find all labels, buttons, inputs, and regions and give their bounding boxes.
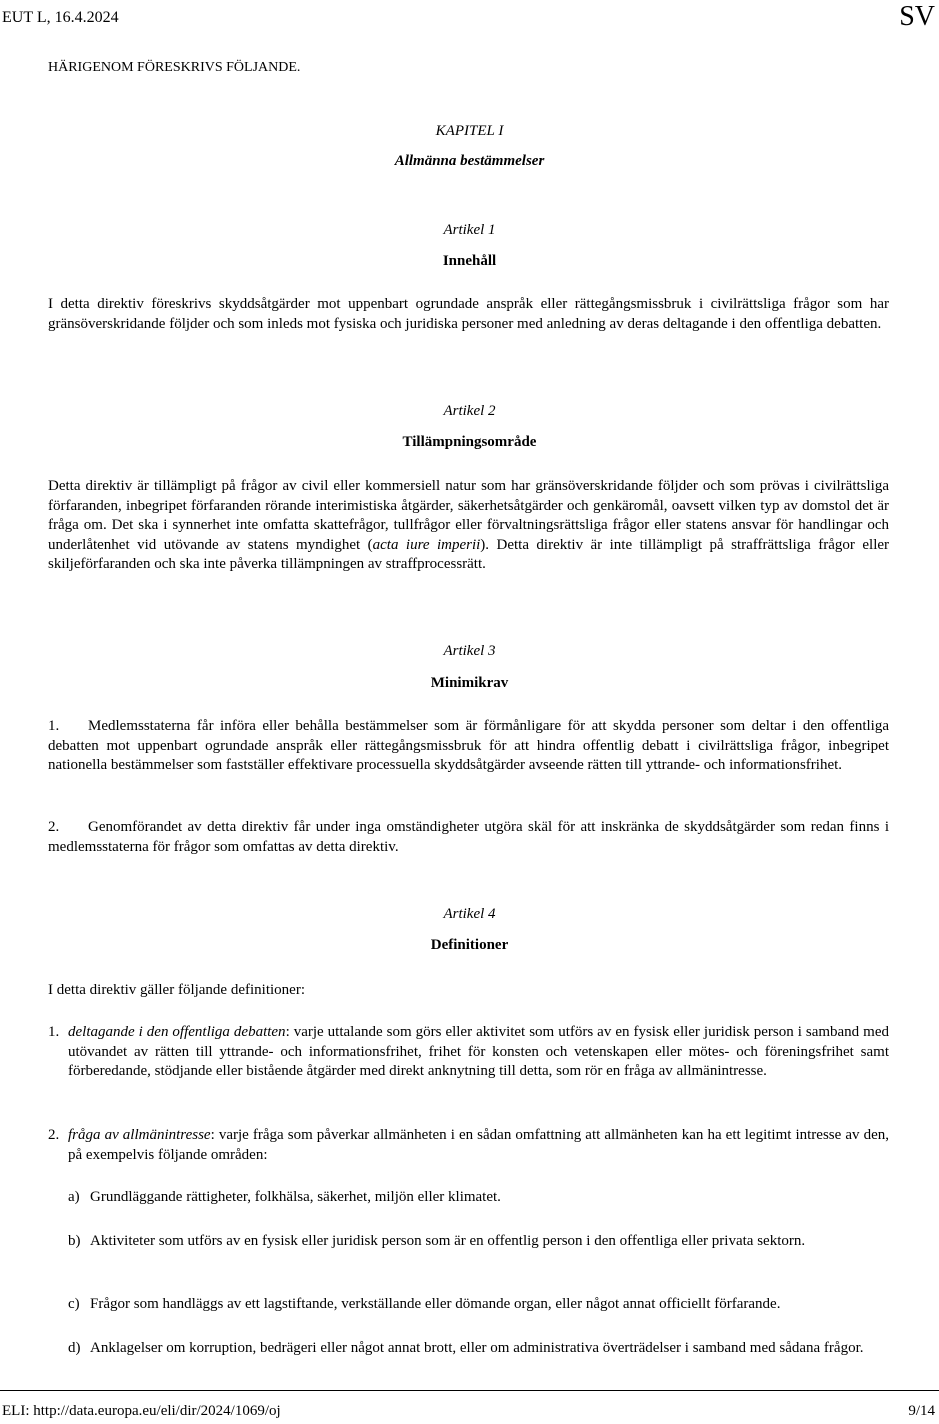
paragraph-text: Genomförandet av detta direktiv får under inga omständigheter utgöra skäl för att inskränka de skyddsåtgärder som redan finns i medlemsstaterna för frågor som omfattas av detta direktiv. [48,819,889,855]
article-2-title: Tillämpningsområde [402,434,537,450]
article-1-label: Artikel 1 [443,222,496,238]
footer-divider [0,1390,939,1391]
definition-number: 1. [48,1024,60,1040]
text-part: ). Detta direktiv är inte tillämpligt på straffrättsliga frågor eller skiljeförfaranden och ska inte påverka tillämpningen av straffprocessrätt. [48,536,890,573]
definition-term: deltagande i den offentliga debatten [68,1024,286,1040]
subitem-b [68,1232,889,1252]
subitem-label: b) [68,1233,81,1249]
paragraph-number: 2. [48,819,60,835]
subitem-c [68,1295,889,1315]
eli-link[interactable]: ELI: http://data.europa.eu/eli/dir/2024/1069/oj [2,1403,281,1419]
article-2-text [48,477,889,575]
definition-1 [48,1023,889,1082]
article-2-label: Artikel 2 [443,403,496,419]
article-1-title: Innehåll [442,253,497,269]
article-3-paragraph-2 [48,818,889,857]
article-3-title: Minimikrav [430,675,509,691]
page-number: 9/14 [908,1403,935,1419]
latin-term: acta iure imperii [372,536,481,553]
language-code: SV [899,1,935,32]
definition-term: fråga av allmänintresse [68,1127,211,1143]
definition-text: : varje uttalande som görs eller aktivitet som utförs av en fysisk eller juridisk person i samband med utövandet av rätten till yttrande- och informationsfrihet, frihet för konsten och vetenskapen eller mötes- och föreningsfrihet samt förberedande, stödjande eller bistående åtgärder med direkt anknytning till detta, som rör en fråga av allmänintresse. [68,1024,889,1080]
subitem-text: Anklagelser om korruption, bedrägeri eller något annat brott, eller om administrativa överträdelser i samband med sådana frågor. [90,1340,864,1356]
intro-statement: HÄRIGENOM FÖRESKRIVS FÖLJANDE. [48,60,301,75]
text-part: Detta direktiv är tillämpligt på frågor av civil eller kommersiell natur som har gränsöverskridande följder och som prövas i civilrättsliga förfaranden, inbegripet förfaranden rörande interimistiska åtgärder, säkerhetsåtgärder och genkäromål, oavsett vilken typ av domstol det är fråga om. Det ska i synnerhet inte omfatta skattefrågor, tullfrågor eller förvaltningsrättsliga frågor eller statens ansvar för handlingar och underlåtenhet vid utövande av statens myndighet ( [48,478,889,553]
subitem-text: Aktiviteter som utförs av en fysisk eller juridisk person som är en offentlig person i den offentliga eller privata sektorn. [90,1233,806,1249]
subitem-a [68,1188,889,1208]
chapter-label: KAPITEL I [435,123,504,139]
article-4-title: Definitioner [430,937,509,953]
paragraph-text: Medlemsstaterna får införa eller behålla bestämmelser som är förmånligare för att skydda personer som deltar i den offentliga debatten mot uppenbart ogrundade anspråk eller rättegångsmissbruk för att hindra offentlig debatt i civilrättsliga frågor, inbegripet nationella bestämmelser som fastställer effektivare processuella skyddsåtgärder avseende rätten till yttrande- och informationsfrihet. [48,718,889,774]
subitem-text: Grundläggande rättigheter, folkhälsa, säkerhet, miljön eller klimatet. [90,1189,501,1205]
subitem-label: c) [68,1296,80,1312]
article-4-intro: I detta direktiv gäller följande definitioner: [48,982,305,998]
definition-2 [48,1126,889,1165]
article-1-text: I detta direktiv föreskrivs skyddsåtgärder mot uppenbart ogrundade anspråk eller rättegångsmissbruk i civilrättsliga frågor som har gränsöverskridande följder och som inleds mot fysiska och juridiska personer med anledning av deras deltagande i den offentliga debatten. [48,296,889,332]
subitem-label: a) [68,1189,80,1205]
article-3-label: Artikel 3 [443,643,496,659]
subitem-label: d) [68,1340,81,1356]
subitem-text: Frågor som handläggs av ett lagstiftande, verkställande eller dömande organ, eller något annat officiellt förfarande. [90,1296,781,1312]
journal-reference: EUT L, 16.4.2024 [2,9,119,26]
chapter-title: Allmänna bestämmelser [394,153,545,169]
subitem-d [68,1339,889,1359]
paragraph-number: 1. [48,718,60,734]
definition-text: : varje fråga som påverkar allmänheten i en sådan omfattning att allmänheten kan ha ett legitimt intresse av den, på exempelvis följande områden: [68,1127,890,1163]
article-3-paragraph-1 [48,717,889,776]
definition-number: 2. [48,1127,60,1143]
article-4-label: Artikel 4 [443,906,496,922]
